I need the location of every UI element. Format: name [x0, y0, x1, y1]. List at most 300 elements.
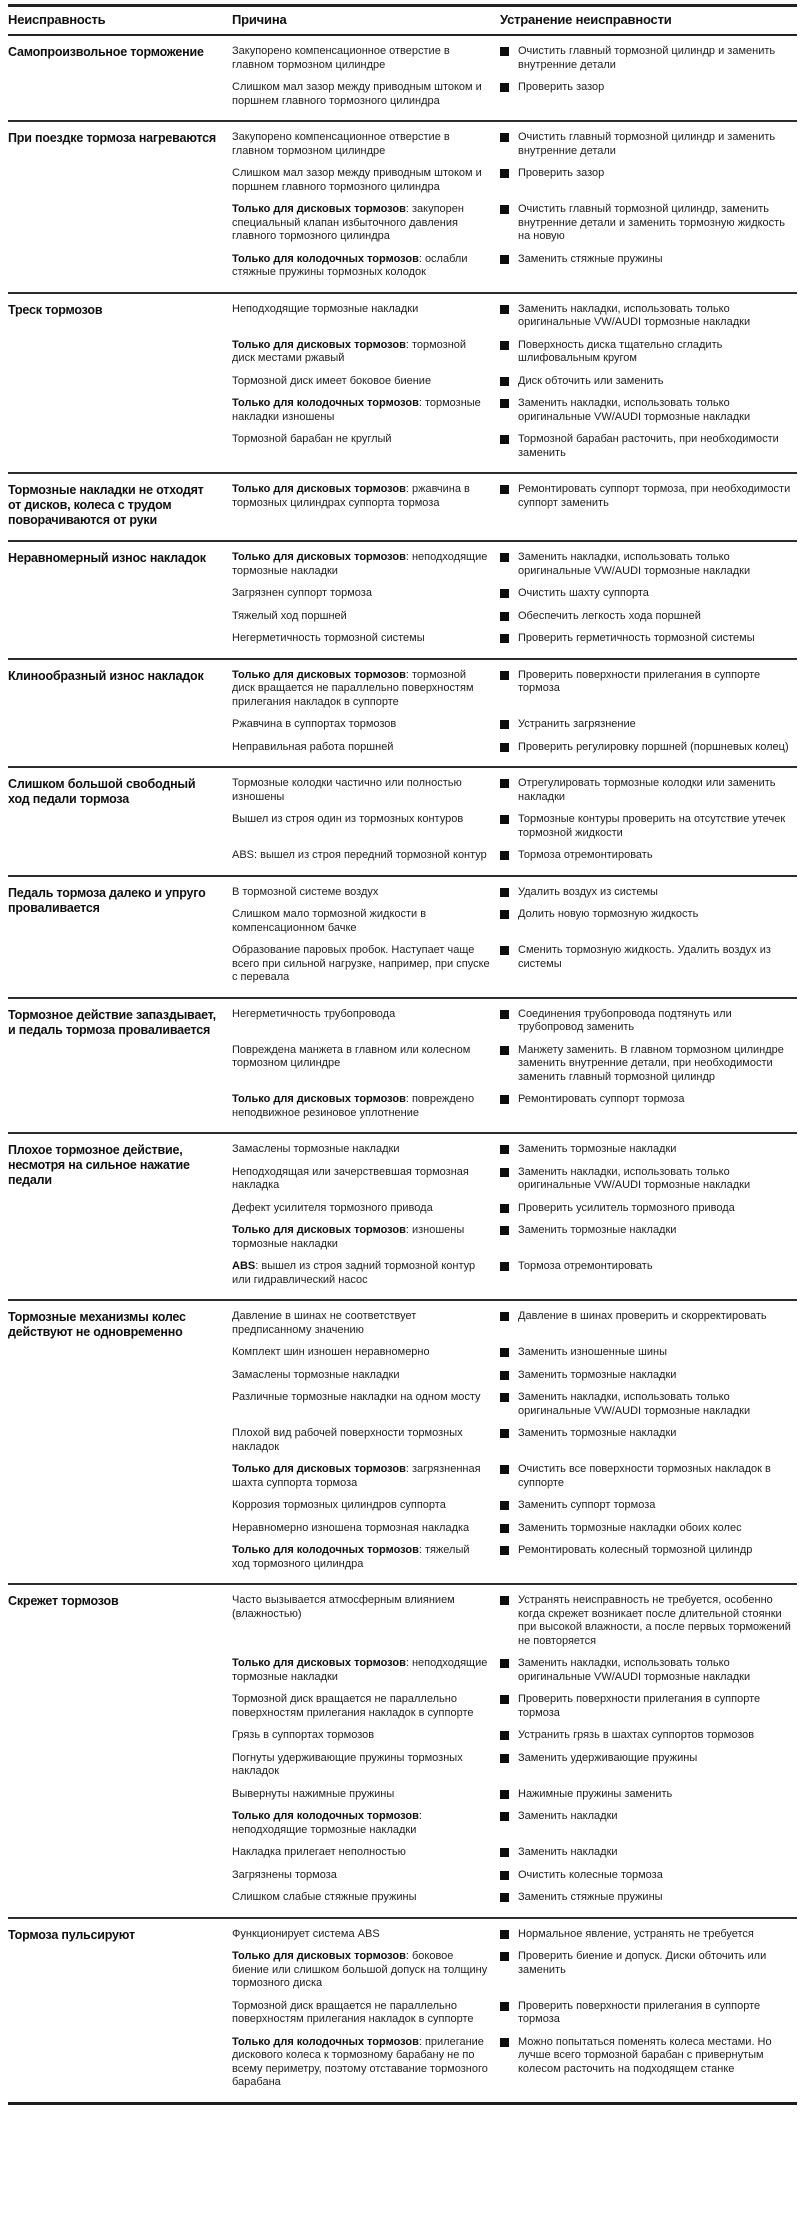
bullet-square-icon — [500, 851, 509, 860]
cause-remedy-item — [232, 1391, 797, 1418]
header-fault-column: Неисправность — [8, 12, 106, 27]
cause-text — [232, 375, 490, 389]
row-items — [232, 303, 797, 461]
remedy-cell — [500, 1752, 797, 1779]
cause-plain-text: Неправильная работа поршней — [232, 740, 394, 753]
remedy-cell — [500, 1202, 797, 1216]
row-items — [232, 886, 797, 985]
cause-remedy-item — [232, 2036, 797, 2090]
cause-remedy-item — [232, 1310, 797, 1337]
table-header — [8, 4, 797, 36]
cause-text — [232, 1224, 490, 1251]
cause-text — [232, 1594, 490, 1648]
cause-text — [232, 1891, 490, 1905]
remedy-text: Проверить регулировку поршней (поршневых колец) — [518, 740, 789, 753]
cause-remedy-item — [232, 669, 797, 710]
remedy-text: Тормозные контуры проверить на отсутствие утечек тормозной жидкости — [518, 813, 786, 839]
cause-remedy-item — [232, 45, 797, 72]
row-items — [232, 1928, 797, 2090]
cause-remedy-item — [232, 2000, 797, 2027]
header-cause-column: Причина — [232, 12, 287, 27]
cause-remedy-item — [232, 1202, 797, 1216]
remedy-text: Манжету заменить. В главном тормозном цилиндре заменить внутренние детали, при необходимости заменить главный тормозной цилиндр — [518, 1043, 784, 1083]
cause-remedy-item — [232, 1891, 797, 1905]
remedy-text: Поверхность диска тщательно сгладить шлифовальным кругом — [518, 338, 723, 364]
row-items — [232, 1310, 797, 1571]
cause-text — [232, 1544, 490, 1571]
remedy-cell — [500, 944, 797, 985]
cause-remedy-item — [232, 1657, 797, 1684]
remedy-cell — [500, 632, 797, 646]
remedy-cell — [500, 1499, 797, 1513]
cause-remedy-item — [232, 1463, 797, 1490]
bullet-square-icon — [500, 1371, 509, 1380]
header-remedy-column: Устранение неисправности — [500, 12, 672, 27]
cause-remedy-item — [232, 587, 797, 601]
remedy-text: Заменить накладки, использовать только оригинальные VW/AUDI тормозные накладки — [518, 1391, 751, 1417]
bullet-square-icon — [500, 1871, 509, 1880]
cause-text — [232, 777, 490, 804]
remedy-text: Заменить тормозные накладки — [518, 1224, 677, 1236]
fault-label: Педаль тормоза далеко и упруго проваливается — [8, 885, 206, 915]
cause-plain-text: Коррозия тормозных цилиндров суппорта — [232, 1499, 446, 1511]
table-row — [8, 122, 797, 294]
remedy-text: Обеспечить легкость хода поршней — [518, 609, 701, 622]
cause-plain-text: Вышел из строя один из тормозных контуров — [232, 813, 464, 825]
cause-remedy-item — [232, 1346, 797, 1360]
bullet-square-icon — [500, 255, 509, 264]
cause-plain-text: : боковое биение или слишком большой допуск на толщину тормозного диска — [232, 1950, 488, 1989]
remedy-text: Заменить стяжные пружины — [518, 252, 663, 265]
table-row — [8, 877, 797, 999]
remedy-text: Можно попытаться поменять колеса местами. Но лучше всего тормозной барабан с привернутым колесом расточить на подходящем станке — [518, 2035, 772, 2075]
remedy-text: Очистить шахту суппорта — [518, 587, 649, 599]
cause-bold-prefix: Только для колодочных тормозов — [232, 1810, 419, 1822]
cause-bold-prefix: Только для дисковых тормозов — [232, 1657, 406, 1669]
fault-label: Треск тормозов — [8, 302, 103, 317]
fault-label: Тормозное действие запаздывает, и педаль тормоза проваливается — [8, 1007, 216, 1037]
bullet-square-icon — [500, 1046, 509, 1055]
remedy-cell — [500, 1044, 797, 1085]
cause-text — [232, 718, 490, 732]
cause-plain-text: Вывернуты нажимные пружины — [232, 1787, 395, 1800]
cause-text — [232, 813, 490, 840]
cause-remedy-item — [232, 777, 797, 804]
cause-text — [232, 2000, 490, 2027]
remedy-cell — [500, 849, 797, 863]
remedy-cell — [500, 81, 797, 108]
cause-remedy-item — [232, 1260, 797, 1287]
bullet-square-icon — [500, 435, 509, 444]
cause-text — [232, 81, 490, 108]
remedy-text: Ремонтировать суппорт тормоза — [518, 1093, 685, 1105]
remedy-cell — [500, 777, 797, 804]
remedy-cell — [500, 1544, 797, 1571]
cause-remedy-item — [232, 741, 797, 755]
cause-remedy-item — [232, 1143, 797, 1157]
cause-text — [232, 1008, 490, 1035]
bullet-square-icon — [500, 1168, 509, 1177]
cause-remedy-item — [232, 1869, 797, 1883]
row-items — [232, 45, 797, 108]
remedy-text: Устранить загрязнение — [518, 718, 636, 730]
bullet-square-icon — [500, 1848, 509, 1857]
table-row — [8, 999, 797, 1135]
cause-plain-text: Тормозной диск вращается не параллельно поверхностям прилегания накладок в суппорте — [232, 1693, 474, 1719]
cause-plain-text: : тормозной диск местами ржавый — [232, 338, 467, 364]
cause-text — [232, 669, 490, 710]
cause-remedy-item — [232, 1752, 797, 1779]
cause-plain-text: Накладка прилегает неполностью — [232, 1846, 406, 1858]
cause-text — [232, 131, 490, 158]
cause-plain-text: Тормозной барабан не круглый — [232, 433, 392, 445]
bullet-square-icon — [500, 399, 509, 408]
remedy-text: Тормоза отремонтировать — [518, 1260, 653, 1272]
cause-remedy-item — [232, 886, 797, 900]
cause-plain-text: Слишком мало тормозной жидкости в компенсационном бачке — [232, 908, 427, 934]
cause-text — [232, 944, 490, 985]
remedy-text: Заменить накладки, использовать только оригинальные VW/AUDI тормозные накладки — [518, 397, 751, 423]
remedy-cell — [500, 253, 797, 280]
remedy-text: Заменить накладки, использовать только оригинальные VW/AUDI тормозные накладки — [518, 1165, 751, 1191]
bullet-square-icon — [500, 1812, 509, 1821]
bullet-square-icon — [500, 2002, 509, 2011]
cause-bold-prefix: Только для колодочных тормозов — [232, 397, 419, 409]
cause-text — [232, 1166, 490, 1193]
remedy-cell — [500, 1928, 797, 1942]
cause-plain-text: : тормозной диск вращается не параллельно поверхностям прилегания накладок в суппорте — [232, 668, 474, 708]
cause-bold-prefix: Только для дисковых тормозов — [232, 338, 406, 351]
cause-plain-text: : ржавчина в тормозных цилиндрах суппорта тормоза — [232, 483, 470, 509]
remedy-text: Проверить поверхности прилегания в суппорте тормоза — [518, 1999, 761, 2025]
cause-text — [232, 1693, 490, 1720]
table-row — [8, 1585, 797, 1919]
cause-plain-text: : вышел из строя задний тормозной контур или гидравлический насос — [232, 1260, 476, 1286]
cause-plain-text: Закупорено компенсационное отверстие в главном тормозном цилиндре — [232, 45, 450, 71]
remedy-cell — [500, 1260, 797, 1287]
remedy-cell — [500, 1729, 797, 1743]
remedy-cell — [500, 2000, 797, 2027]
cause-plain-text: Различные тормозные накладки на одном мосту — [232, 1391, 481, 1403]
cause-remedy-item — [232, 1729, 797, 1743]
bullet-square-icon — [500, 133, 509, 142]
cause-remedy-item — [232, 339, 797, 366]
bullet-square-icon — [500, 1095, 509, 1104]
remedy-text: Заменить накладки — [518, 1810, 618, 1822]
table-row — [8, 474, 797, 542]
remedy-text: Проверить зазор — [518, 81, 605, 93]
cause-text — [232, 1657, 490, 1684]
cause-text — [232, 1928, 490, 1942]
cause-text — [232, 1044, 490, 1085]
bullet-square-icon — [500, 377, 509, 386]
bullet-square-icon — [500, 612, 509, 621]
remedy-cell — [500, 1427, 797, 1454]
cause-remedy-item — [232, 1166, 797, 1193]
bullet-square-icon — [500, 1952, 509, 1961]
bullet-square-icon — [500, 1524, 509, 1533]
cause-remedy-item — [232, 483, 797, 510]
cause-text — [232, 339, 490, 366]
remedy-cell — [500, 1093, 797, 1120]
row-items — [232, 1008, 797, 1121]
cause-plain-text: Дефект усилителя тормозного привода — [232, 1201, 433, 1214]
cause-text — [232, 397, 490, 424]
cause-bold-prefix: Только для колодочных тормозов — [232, 2035, 419, 2048]
cause-text — [232, 1310, 490, 1337]
bullet-square-icon — [500, 946, 509, 955]
bullet-square-icon — [500, 485, 509, 494]
cause-plain-text: Неподходящая или зачерствевшая тормозная накладка — [232, 1165, 469, 1191]
remedy-cell — [500, 1346, 797, 1360]
cause-plain-text: Тяжелый ход поршней — [232, 609, 347, 622]
fault-label: Тормоза пульсируют — [8, 1927, 135, 1942]
remedy-text: Заменить тормозные накладки — [518, 1368, 677, 1381]
cause-text — [232, 1369, 490, 1383]
cause-bold-prefix: Только для дисковых тормозов — [232, 483, 406, 495]
bullet-square-icon — [500, 1226, 509, 1235]
cause-text — [232, 849, 490, 863]
bullet-square-icon — [500, 205, 509, 214]
table-row — [8, 768, 797, 877]
fault-label: Тормозные накладки не отходят от дисков, колеса с трудом поворачиваются от руки — [8, 483, 204, 527]
cause-text — [232, 1950, 490, 1991]
cause-remedy-item — [232, 1594, 797, 1648]
remedy-cell — [500, 1143, 797, 1157]
cause-bold-prefix: Только для дисковых тормозов — [232, 1093, 406, 1105]
bullet-square-icon — [500, 743, 509, 752]
cause-text — [232, 1463, 490, 1490]
remedy-text: Заменить накладки, использовать только оригинальные VW/AUDI тормозные накладки — [518, 551, 751, 577]
remedy-text: Удалить воздух из системы — [518, 885, 658, 898]
row-items — [232, 483, 797, 528]
cause-plain-text: Загрязнен суппорт тормоза — [232, 587, 372, 599]
bullet-square-icon — [500, 910, 509, 919]
cause-text — [232, 1427, 490, 1454]
remedy-text: Заменить стяжные пружины — [518, 1891, 663, 1903]
cause-bold-prefix: Только для колодочных тормозов — [232, 1544, 419, 1556]
cause-text — [232, 1093, 490, 1120]
cause-plain-text: ABS: вышел из строя передний тормозной контур — [232, 849, 487, 861]
cause-remedy-item — [232, 1224, 797, 1251]
cause-text — [232, 1869, 490, 1883]
cause-plain-text: : неподходящие тормозные накладки — [232, 1657, 488, 1683]
fault-label: Самопроизвольное торможение — [8, 45, 204, 59]
bullet-square-icon — [500, 2038, 509, 2047]
bullet-square-icon — [500, 888, 509, 897]
cause-remedy-item — [232, 944, 797, 985]
cause-remedy-item — [232, 203, 797, 244]
remedy-cell — [500, 433, 797, 460]
row-items — [232, 1143, 797, 1287]
cause-plain-text: : тяжелый ход тормозного цилиндра — [232, 1544, 470, 1570]
remedy-cell — [500, 45, 797, 72]
cause-text — [232, 632, 490, 646]
bullet-square-icon — [500, 1465, 509, 1474]
remedy-text: Очистить все поверхности тормозных накладок в суппорте — [518, 1463, 771, 1489]
remedy-cell — [500, 886, 797, 900]
bullet-square-icon — [500, 1145, 509, 1154]
bullet-square-icon — [500, 1546, 509, 1555]
cause-remedy-item — [232, 1522, 797, 1536]
remedy-cell — [500, 1846, 797, 1860]
bullet-square-icon — [500, 341, 509, 350]
cause-text — [232, 908, 490, 935]
remedy-text: Соединения трубопровода подтянуть или трубопровод заменить — [518, 1007, 732, 1033]
cause-remedy-item — [232, 375, 797, 389]
bullet-square-icon — [500, 1393, 509, 1402]
remedy-text: Заменить удерживающие пружины — [518, 1751, 698, 1764]
fault-label: Плохое тормозное действие, несмотря на сильное нажатие педали — [8, 1143, 190, 1187]
cause-remedy-item — [232, 908, 797, 935]
cause-text — [232, 203, 490, 244]
cause-plain-text: Слишком слабые стяжные пружины — [232, 1891, 417, 1903]
cause-remedy-item — [232, 1950, 797, 1991]
remedy-text: Долить новую тормозную жидкость — [518, 908, 699, 920]
cause-plain-text: Замаслены тормозные накладки — [232, 1368, 400, 1381]
bullet-square-icon — [500, 553, 509, 562]
bullet-square-icon — [500, 1930, 509, 1939]
remedy-cell — [500, 1657, 797, 1684]
cause-plain-text: Слишком мал зазор между приводным штоком и поршнем главного тормозного цилиндра — [232, 167, 482, 193]
remedy-text: Заменить суппорт тормоза — [518, 1499, 656, 1511]
cause-remedy-item — [232, 632, 797, 646]
cause-text — [232, 886, 490, 900]
cause-plain-text: Образование паровых пробок. Наступает чаще всего при сильной нагрузке, например, при спуске с перевала — [232, 944, 490, 983]
cause-plain-text: Функционирует система ABS — [232, 1927, 380, 1940]
fault-label: Тормозные механизмы колес действуют не одновременно — [8, 1310, 186, 1339]
bullet-square-icon — [500, 1731, 509, 1740]
remedy-text: Заменить накладки, использовать только оригинальные VW/AUDI тормозные накладки — [518, 302, 751, 328]
remedy-cell — [500, 813, 797, 840]
cause-text — [232, 1788, 490, 1802]
cause-plain-text: : тормозные накладки изношены — [232, 397, 481, 423]
remedy-text: Нажимные пружины заменить — [518, 1787, 673, 1800]
cause-plain-text: Повреждена манжета в главном или колесном тормозном цилиндре — [232, 1043, 471, 1069]
cause-text — [232, 167, 490, 194]
cause-plain-text: Негерметичность трубопровода — [232, 1007, 396, 1020]
cause-remedy-item — [232, 397, 797, 424]
remedy-cell — [500, 1369, 797, 1383]
cause-plain-text: : изношены тормозные накладки — [232, 1224, 465, 1250]
remedy-text: Устранить грязь в шахтах суппортов тормозов — [518, 1729, 755, 1741]
remedy-text: Заменить тормозные накладки обоих колес — [518, 1521, 742, 1534]
cause-remedy-item — [232, 1928, 797, 1942]
cause-text — [232, 1729, 490, 1743]
bullet-square-icon — [500, 1695, 509, 1704]
remedy-text: Проверить поверхности прилегания в суппорте тормоза — [518, 668, 761, 694]
bullet-square-icon — [500, 1501, 509, 1510]
remedy-cell — [500, 1008, 797, 1035]
cause-bold-prefix: Только для дисковых тормозов — [232, 668, 406, 681]
cause-text — [232, 610, 490, 624]
cause-plain-text: : загрязненная шахта суппорта тормоза — [232, 1463, 481, 1489]
bullet-square-icon — [500, 1659, 509, 1668]
remedy-text: Заменить изношенные шины — [518, 1346, 667, 1358]
remedy-text: Очистить главный тормозной цилиндр и заменить внутренние детали — [518, 131, 776, 157]
table-body — [8, 36, 797, 2105]
remedy-cell — [500, 908, 797, 935]
cause-bold-prefix: Только для дисковых тормозов — [232, 551, 406, 563]
row-items — [232, 669, 797, 755]
cause-plain-text: Замаслены тормозные накладки — [232, 1143, 400, 1155]
cause-text — [232, 45, 490, 72]
remedy-cell — [500, 741, 797, 755]
cause-plain-text: : неподходящие тормозные накладки — [232, 1810, 422, 1836]
bullet-square-icon — [500, 1348, 509, 1357]
cause-bold-prefix: Только для дисковых тормозов — [232, 1463, 406, 1475]
cause-plain-text: Неравномерно изношена тормозная накладка — [232, 1521, 470, 1534]
bullet-square-icon — [500, 47, 509, 56]
remedy-cell — [500, 587, 797, 601]
table-row — [8, 660, 797, 769]
cause-text — [232, 587, 490, 601]
fault-label: При поездке тормоза нагреваются — [8, 131, 216, 145]
remedy-cell — [500, 203, 797, 244]
remedy-text: Очистить колесные тормоза — [518, 1868, 663, 1881]
remedy-text: Проверить усилитель тормозного привода — [518, 1201, 735, 1214]
bullet-square-icon — [500, 589, 509, 598]
remedy-cell — [500, 718, 797, 732]
cause-plain-text: Погнуты удерживающие пружины тормозных накладок — [232, 1751, 463, 1777]
remedy-text: Заменить накладки — [518, 1846, 618, 1858]
remedy-text: Проверить биение и допуск. Диски обточить или заменить — [518, 1950, 767, 1976]
cause-text — [232, 1846, 490, 1860]
remedy-cell — [500, 669, 797, 710]
remedy-text: Заменить тормозные накладки — [518, 1143, 677, 1155]
bullet-square-icon — [500, 634, 509, 643]
cause-bold-prefix: Только для колодочных тормозов — [232, 252, 419, 265]
cause-text — [232, 1202, 490, 1216]
cause-remedy-item — [232, 1846, 797, 1860]
remedy-cell — [500, 2036, 797, 2090]
cause-text — [232, 741, 490, 755]
cause-remedy-item — [232, 167, 797, 194]
remedy-text: Проверить поверхности прилегания в суппорте тормоза — [518, 1693, 761, 1719]
cause-remedy-item — [232, 131, 797, 158]
cause-remedy-item — [232, 1093, 797, 1120]
cause-remedy-item — [232, 1810, 797, 1837]
remedy-cell — [500, 167, 797, 194]
cause-bold-prefix: ABS — [232, 1260, 256, 1272]
cause-plain-text: : повреждено неподвижное резиновое уплотнение — [232, 1093, 475, 1119]
cause-text — [232, 433, 490, 460]
cause-remedy-item — [232, 433, 797, 460]
cause-remedy-item — [232, 813, 797, 840]
remedy-text: Давление в шинах проверить и скорректировать — [518, 1310, 767, 1322]
remedy-cell — [500, 1950, 797, 1991]
bullet-square-icon — [500, 1204, 509, 1213]
bullet-square-icon — [500, 305, 509, 314]
cause-plain-text: Неподходящие тормозные накладки — [232, 302, 419, 315]
cause-plain-text: Закупорено компенсационное отверстие в главном тормозном цилиндре — [232, 131, 450, 157]
cause-remedy-item — [232, 1369, 797, 1383]
remedy-text: Нормальное явление, устранять не требуется — [518, 1927, 754, 1940]
remedy-cell — [500, 1522, 797, 1536]
remedy-text: Заменить накладки, использовать только оригинальные VW/AUDI тормозные накладки — [518, 1657, 751, 1683]
remedy-text: Тормозной барабан расточить, при необходимости заменить — [518, 433, 779, 459]
table-row — [8, 1134, 797, 1301]
table-row — [8, 1301, 797, 1585]
fault-label: Слишком большой свободный ход педали тормоза — [8, 777, 196, 806]
cause-bold-prefix: Только для дисковых тормозов — [232, 1224, 406, 1236]
bullet-square-icon — [500, 1010, 509, 1019]
cause-plain-text: Часто вызывается атмосферным влиянием (влажностью) — [232, 1594, 455, 1620]
table-row — [8, 36, 797, 122]
cause-plain-text: : неподходящие тормозные накладки — [232, 551, 488, 577]
cause-text — [232, 1752, 490, 1779]
bullet-square-icon — [500, 720, 509, 729]
